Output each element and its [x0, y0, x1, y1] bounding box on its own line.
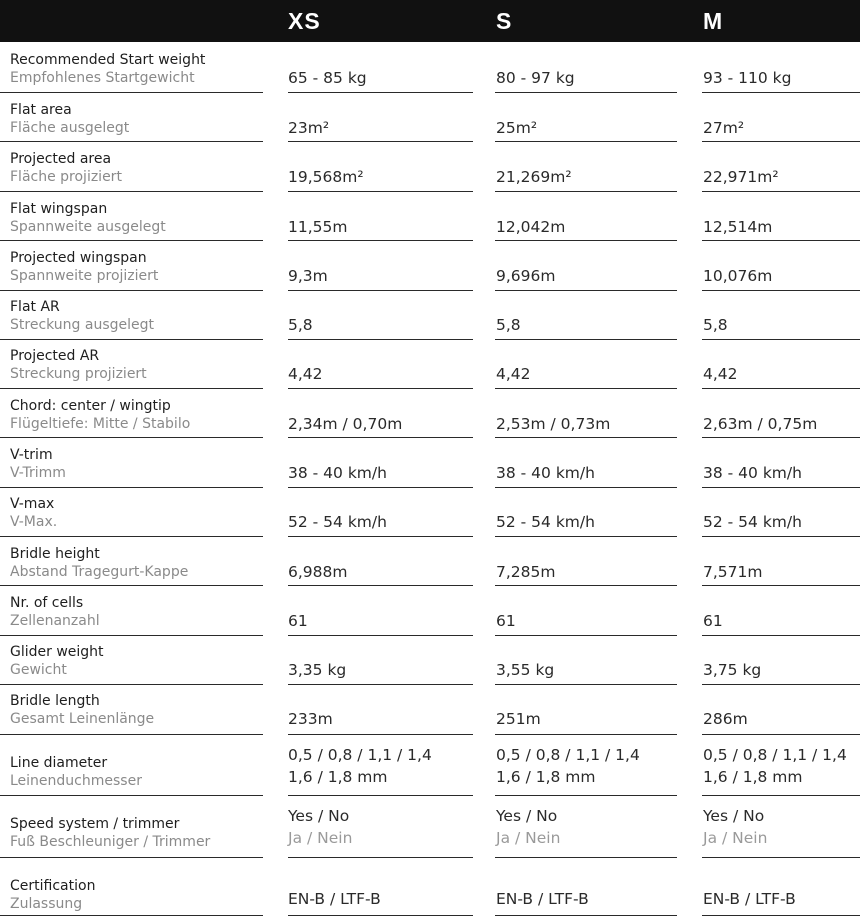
row-divider: [495, 290, 677, 291]
row-divider: [0, 857, 263, 858]
spec-value: EN-B / LTF-B: [703, 890, 796, 908]
spec-value-xs: [288, 805, 352, 849]
spec-label: [10, 249, 158, 285]
row-divider: [702, 141, 860, 142]
spec-value-m: [703, 67, 792, 89]
row-divider: [702, 795, 860, 796]
spec-value-xs: [288, 511, 387, 533]
spec-value: 0,5 / 0,8 / 1,1 / 1,4: [496, 746, 640, 764]
row-divider: [0, 290, 263, 291]
spec-label-en: Nr. of cells: [10, 595, 84, 611]
spec-label: [10, 692, 154, 728]
row-divider: [288, 915, 473, 916]
spec-value: 2,53m / 0,73m: [496, 415, 611, 433]
spec-label-de: Spannweite ausgelegt: [10, 219, 166, 235]
spec-label-en: Glider weight: [10, 644, 104, 660]
spec-value-m: [703, 265, 772, 287]
row-divider: [702, 92, 860, 93]
spec-value: 22,971m²: [703, 168, 779, 186]
spec-value-xs: [288, 413, 402, 435]
spec-label: [10, 643, 104, 679]
spec-value: 286m: [703, 710, 748, 728]
row-divider: [0, 388, 263, 389]
spec-value-m: [703, 708, 748, 730]
row-divider: [288, 684, 473, 685]
spec-value-m: [703, 610, 723, 632]
spec-value-s: [496, 511, 595, 533]
row-divider: [0, 240, 263, 241]
spec-value-m: [703, 363, 738, 385]
spec-label: [10, 298, 154, 334]
spec-value: EN-B / LTF-B: [496, 890, 589, 908]
row-divider: [702, 734, 860, 735]
spec-label: [10, 446, 66, 482]
spec-label-de: Zulassung: [10, 896, 83, 912]
spec-label: [10, 397, 190, 433]
spec-value-line2: 1,6 / 1,8 mm: [496, 768, 596, 786]
row-divider: [288, 437, 473, 438]
row-divider: [0, 915, 263, 916]
spec-value: 5,8: [703, 316, 728, 334]
row-divider: [288, 734, 473, 735]
spec-value: 233m: [288, 710, 333, 728]
spec-value: 6,988m: [288, 563, 348, 581]
row-divider: [702, 684, 860, 685]
spec-value: 27m²: [703, 119, 745, 137]
row-divider: [702, 585, 860, 586]
spec-value-xs: [288, 659, 346, 681]
spec-label-de: Leinenduchmesser: [10, 773, 142, 789]
spec-value: 5,8: [496, 316, 521, 334]
spec-value: 2,63m / 0,75m: [703, 415, 818, 433]
row-divider: [495, 191, 677, 192]
row-divider: [288, 290, 473, 291]
spec-label-de: V-Trimm: [10, 465, 66, 481]
spec-label-en: V-trim: [10, 447, 53, 463]
spec-label-en: Bridle height: [10, 546, 100, 562]
spec-value-xs: [288, 610, 308, 632]
spec-value-xs: [288, 265, 328, 287]
row-divider: [702, 191, 860, 192]
size-header-s: S: [496, 8, 513, 34]
spec-value-m: [703, 314, 728, 336]
row-divider: [702, 635, 860, 636]
spec-value-de: Ja / Nein: [496, 829, 561, 847]
row-divider: [495, 734, 677, 735]
row-divider: [495, 240, 677, 241]
row-divider: [495, 388, 677, 389]
spec-label-de: Fuß Beschleuniger / Trimmer: [10, 834, 211, 850]
spec-label-en: Projected area: [10, 151, 112, 167]
spec-value-s: [496, 117, 537, 139]
spec-label-en: Flat wingspan: [10, 201, 108, 217]
spec-value-s: [496, 67, 575, 89]
spec-label-en: Speed system / trimmer: [10, 816, 180, 832]
row-divider: [288, 141, 473, 142]
spec-value-m: [703, 805, 767, 849]
spec-value: 65 - 85 kg: [288, 69, 367, 87]
spec-value-s: [496, 561, 555, 583]
row-divider: [495, 487, 677, 488]
spec-value: 3,35 kg: [288, 661, 347, 679]
spec-value: 25m²: [496, 119, 538, 137]
row-divider: [0, 734, 263, 735]
row-divider: [495, 915, 677, 916]
row-divider: [495, 684, 677, 685]
spec-label-en: Projected AR: [10, 348, 100, 364]
spec-value: 2,34m / 0,70m: [288, 415, 403, 433]
row-divider: [0, 141, 263, 142]
spec-value: 5,8: [288, 316, 313, 334]
row-divider: [495, 795, 677, 796]
spec-value: 7,571m: [703, 563, 763, 581]
row-divider: [0, 684, 263, 685]
row-divider: [288, 388, 473, 389]
spec-label-en: Flat area: [10, 102, 72, 118]
spec-value-s: [496, 314, 521, 336]
spec-value: 10,076m: [703, 267, 773, 285]
spec-label-de: Abstand Tragegurt-Kappe: [10, 564, 189, 580]
spec-value-m: [703, 413, 817, 435]
spec-value-xs: [288, 561, 347, 583]
spec-value-s: [496, 363, 531, 385]
spec-value: 12,514m: [703, 218, 773, 236]
spec-value: 4,42: [703, 365, 738, 383]
spec-value-xs: [288, 888, 381, 910]
spec-value: 61: [703, 612, 723, 630]
row-divider: [495, 536, 677, 537]
spec-value-s: [496, 166, 572, 188]
spec-value-xs: [288, 117, 329, 139]
spec-label-en: V-max: [10, 496, 55, 512]
row-divider: [288, 857, 473, 858]
spec-label: [10, 495, 57, 531]
spec-value-de: Ja / Nein: [288, 829, 353, 847]
spec-value: 19,568m²: [288, 168, 364, 186]
row-divider: [0, 795, 263, 796]
spec-value-s: [496, 708, 541, 730]
spec-label-en: Recommended Start weight: [10, 52, 206, 68]
spec-value: Yes / No: [703, 807, 765, 825]
row-divider: [288, 92, 473, 93]
spec-value-s: [496, 610, 516, 632]
spec-value-xs: [288, 744, 432, 788]
size-header-m: M: [703, 8, 724, 34]
spec-label: [10, 877, 95, 913]
spec-value-de: Ja / Nein: [703, 829, 768, 847]
spec-value: 4,42: [288, 365, 323, 383]
spec-value: 38 - 40 km/h: [288, 464, 387, 482]
spec-label-de: V-Max.: [10, 514, 58, 530]
row-divider: [288, 487, 473, 488]
spec-value-s: [496, 216, 565, 238]
spec-value: 80 - 97 kg: [496, 69, 575, 87]
spec-label: [10, 815, 210, 851]
row-divider: [495, 339, 677, 340]
spec-label-en: Chord: center / wingtip: [10, 398, 171, 414]
spec-label-de: Empfohlenes Startgewicht: [10, 70, 195, 86]
spec-value-xs: [288, 462, 387, 484]
spec-value-s: [496, 659, 554, 681]
spec-value-s: [496, 805, 560, 849]
spec-value-line2: 1,6 / 1,8 mm: [288, 768, 388, 786]
spec-value-m: [703, 888, 796, 910]
spec-label: [10, 347, 147, 383]
spec-label-de: Gesamt Leinenlänge: [10, 711, 155, 727]
spec-label-en: Certification: [10, 878, 96, 894]
row-divider: [288, 585, 473, 586]
spec-value: 3,55 kg: [496, 661, 555, 679]
spec-label-de: Flügeltiefe: Mitte / Stabilo: [10, 416, 191, 432]
spec-label-en: Flat AR: [10, 299, 60, 315]
spec-value-m: [703, 561, 762, 583]
spec-value: 52 - 54 km/h: [703, 513, 802, 531]
spec-value: 251m: [496, 710, 541, 728]
row-divider: [495, 585, 677, 586]
spec-label-de: Fläche ausgelegt: [10, 120, 130, 136]
spec-value: 7,285m: [496, 563, 556, 581]
spec-label: [10, 594, 100, 630]
spec-value: 21,269m²: [496, 168, 572, 186]
row-divider: [702, 240, 860, 241]
row-divider: [702, 915, 860, 916]
spec-label: [10, 545, 188, 581]
row-divider: [702, 388, 860, 389]
spec-label-de: Fläche projiziert: [10, 169, 122, 185]
row-divider: [702, 437, 860, 438]
spec-value: 3,75 kg: [703, 661, 762, 679]
row-divider: [702, 857, 860, 858]
spec-value: Yes / No: [288, 807, 350, 825]
row-divider: [495, 92, 677, 93]
spec-label: [10, 150, 122, 186]
row-divider: [0, 339, 263, 340]
spec-value-m: [703, 216, 772, 238]
spec-label-de: Zellenanzahl: [10, 613, 100, 629]
spec-label-de: Streckung projiziert: [10, 366, 147, 382]
spec-value: 61: [288, 612, 308, 630]
size-header: [0, 0, 860, 42]
row-divider: [288, 795, 473, 796]
spec-label-de: Gewicht: [10, 662, 67, 678]
spec-label: [10, 101, 129, 137]
row-divider: [702, 536, 860, 537]
row-divider: [288, 240, 473, 241]
spec-value-m: [703, 659, 761, 681]
spec-value: Yes / No: [496, 807, 558, 825]
spec-value-s: [496, 744, 640, 788]
row-divider: [0, 92, 263, 93]
row-divider: [702, 290, 860, 291]
row-divider: [495, 857, 677, 858]
spec-value-s: [496, 265, 555, 287]
spec-value: 52 - 54 km/h: [288, 513, 387, 531]
spec-label: [10, 200, 166, 236]
row-divider: [288, 191, 473, 192]
spec-value: 93 - 110 kg: [703, 69, 792, 87]
spec-value-xs: [288, 67, 367, 89]
spec-value-s: [496, 462, 595, 484]
row-divider: [702, 487, 860, 488]
row-divider: [288, 536, 473, 537]
spec-value-xs: [288, 216, 347, 238]
spec-label: [10, 754, 142, 790]
spec-value-m: [703, 462, 802, 484]
spec-value: 61: [496, 612, 516, 630]
spec-label-en: Line diameter: [10, 755, 108, 771]
spec-value: 9,696m: [496, 267, 556, 285]
row-divider: [0, 536, 263, 537]
spec-label-en: Bridle length: [10, 693, 100, 709]
row-divider: [495, 437, 677, 438]
size-header-xs: XS: [288, 8, 321, 34]
row-divider: [702, 339, 860, 340]
row-divider: [0, 487, 263, 488]
spec-value-xs: [288, 363, 323, 385]
spec-value-xs: [288, 314, 313, 336]
spec-value: 12,042m: [496, 218, 566, 236]
spec-value: 0,5 / 0,8 / 1,1 / 1,4: [288, 746, 432, 764]
spec-value: 23m²: [288, 119, 330, 137]
spec-label-de: Streckung ausgelegt: [10, 317, 155, 333]
row-divider: [288, 635, 473, 636]
row-divider: [495, 635, 677, 636]
spec-value-xs: [288, 166, 364, 188]
row-divider: [495, 141, 677, 142]
spec-value-xs: [288, 708, 333, 730]
spec-value: 0,5 / 0,8 / 1,1 / 1,4: [703, 746, 847, 764]
spec-value-m: [703, 744, 847, 788]
spec-value: 38 - 40 km/h: [496, 464, 595, 482]
spec-value-s: [496, 413, 610, 435]
row-divider: [288, 339, 473, 340]
spec-label: [10, 51, 205, 87]
spec-value-m: [703, 117, 744, 139]
spec-value: 52 - 54 km/h: [496, 513, 595, 531]
spec-value-line2: 1,6 / 1,8 mm: [703, 768, 803, 786]
spec-value: 9,3m: [288, 267, 328, 285]
row-divider: [0, 635, 263, 636]
spec-value: EN-B / LTF-B: [288, 890, 381, 908]
spec-value-m: [703, 511, 802, 533]
spec-value: 38 - 40 km/h: [703, 464, 802, 482]
row-divider: [0, 585, 263, 586]
spec-value-s: [496, 888, 589, 910]
row-divider: [0, 437, 263, 438]
row-divider: [0, 191, 263, 192]
spec-value-m: [703, 166, 779, 188]
spec-label-en: Projected wingspan: [10, 250, 147, 266]
spec-value: 11,55m: [288, 218, 348, 236]
spec-label-de: Spannweite projiziert: [10, 268, 159, 284]
spec-value: 4,42: [496, 365, 531, 383]
